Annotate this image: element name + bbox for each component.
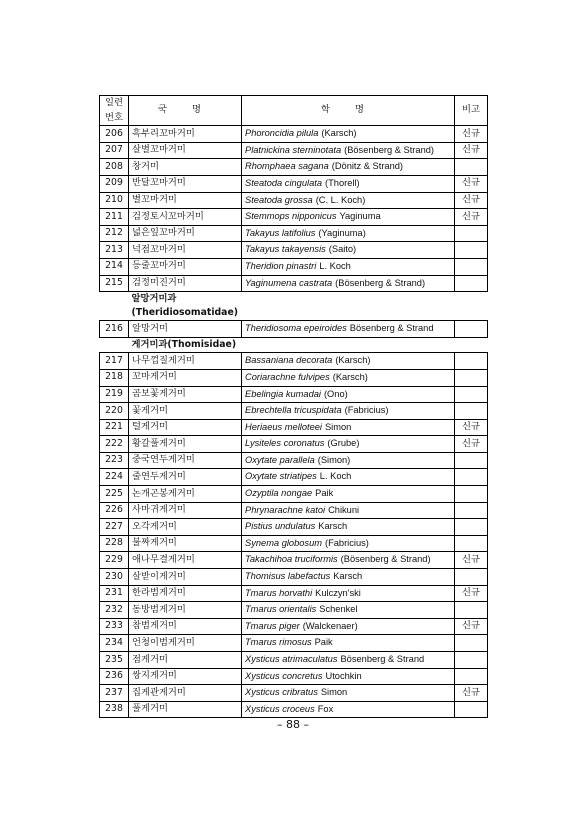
korean-name: 꼬마게거미 [129, 369, 242, 386]
species-binomial: Tmarus piger [245, 620, 300, 631]
species-author: Paik [315, 488, 334, 499]
header-serial-number-label: 일련 번호 [105, 97, 123, 123]
species-table [99, 95, 488, 718]
species-author: (C. L. Koch) [315, 194, 366, 205]
table-row [100, 403, 488, 420]
table-row [100, 159, 488, 176]
species-author: (Karsch) [321, 128, 357, 139]
korean-name: 사마귀게거미 [129, 502, 242, 519]
note [455, 225, 488, 242]
scientific-name [242, 242, 455, 259]
note [455, 275, 488, 292]
korean-name: 중국연두게거미 [129, 452, 242, 469]
note: 신규 [455, 618, 488, 635]
scientific-name [242, 552, 455, 569]
note [455, 386, 488, 403]
serial-number: 223 [100, 452, 129, 469]
scientific-name [242, 486, 455, 503]
species-author: Simon [324, 421, 352, 432]
header-note: 비고 [455, 96, 488, 126]
species-binomial: Tmarus orientalis [245, 604, 317, 615]
serial-number: 208 [100, 159, 129, 176]
species-binomial: Stemmops nipponicus [245, 211, 337, 222]
table-row [100, 635, 488, 652]
korean-name: 나무껍질게거미 [129, 353, 242, 370]
scientific-name [242, 258, 455, 275]
species-author: Bösenberg & Strand [349, 323, 434, 334]
species-binomial: Xysticus cribratus [245, 687, 318, 698]
header-scientific-name: 학 명 [242, 96, 455, 126]
table-row [100, 258, 488, 275]
serial-number: 225 [100, 486, 129, 503]
species-binomial: Phoroncidia pilula [245, 128, 319, 139]
scientific-name [242, 126, 455, 143]
table-row [100, 386, 488, 403]
species-binomial: Xysticus croceus [245, 703, 315, 714]
species-binomial: Lysiteles coronatus [245, 438, 325, 449]
table-row [100, 419, 488, 436]
species-author: (Fabricius) [324, 537, 369, 548]
note: 신규 [455, 552, 488, 569]
serial-number: 236 [100, 668, 129, 685]
table-row [100, 535, 488, 552]
family-row-theridiosomatidae [100, 292, 488, 321]
korean-name: 줄연두게거미 [129, 469, 242, 486]
table-row [100, 486, 488, 503]
serial-number: 214 [100, 258, 129, 275]
note: 신규 [455, 585, 488, 602]
table-row [100, 209, 488, 226]
korean-name: 언청이범게거미 [129, 635, 242, 652]
scientific-name [242, 519, 455, 536]
note [455, 668, 488, 685]
species-binomial: Rhomphaea sagana [245, 161, 329, 172]
table-row [100, 569, 488, 586]
species-binomial: Pistius undulatus [245, 521, 316, 532]
serial-number: 234 [100, 635, 129, 652]
note: 신규 [455, 142, 488, 159]
species-author: Karsch [318, 521, 348, 532]
table-row [100, 192, 488, 209]
species-author: (Fabricius) [344, 405, 389, 416]
note [455, 519, 488, 536]
scientific-name [242, 225, 455, 242]
note [455, 701, 488, 718]
korean-name: 쌍지게거미 [129, 668, 242, 685]
species-binomial: Oxytate striatipes [245, 471, 317, 482]
table-row [100, 685, 488, 702]
species-author: Karsch [333, 571, 363, 582]
korean-name: 검정토시꼬마거미 [129, 209, 242, 226]
scientific-name [242, 685, 455, 702]
header-korean-name: 국 명 [129, 96, 242, 126]
note: 신규 [455, 419, 488, 436]
korean-name: 반달꼬마거미 [129, 175, 242, 192]
species-binomial: Takachihoa truciformis [245, 554, 338, 565]
scientific-name [242, 369, 455, 386]
note: 신규 [455, 685, 488, 702]
table-row [100, 602, 488, 619]
korean-name: 털게거미 [129, 419, 242, 436]
serial-number: 231 [100, 585, 129, 602]
serial-number: 226 [100, 502, 129, 519]
species-author: (Walckenaer) [302, 620, 358, 631]
scientific-name [242, 353, 455, 370]
species-author: (Ono) [323, 388, 348, 399]
species-author: L. Koch [319, 471, 352, 482]
korean-name: 풀게거미 [129, 701, 242, 718]
serial-number: 237 [100, 685, 129, 702]
family-korean-name: 알망거미과 [131, 293, 177, 305]
note [455, 535, 488, 552]
species-binomial: Xysticus concretus [245, 670, 323, 681]
serial-number: 211 [100, 209, 129, 226]
table-row [100, 321, 488, 338]
species-binomial: Tmarus rimosus [245, 637, 312, 648]
scientific-name [242, 602, 455, 619]
scientific-name [242, 469, 455, 486]
table-row [100, 175, 488, 192]
serial-number: 227 [100, 519, 129, 536]
table-header-row [100, 96, 488, 126]
note [455, 502, 488, 519]
table-row [100, 225, 488, 242]
serial-number: 213 [100, 242, 129, 259]
note [455, 353, 488, 370]
species-author: Paik [314, 637, 333, 648]
note [455, 159, 488, 176]
table-row [100, 652, 488, 669]
table-row [100, 701, 488, 718]
family-name: 게거미과(Thomisidae) [129, 337, 455, 353]
scientific-name [242, 403, 455, 420]
page-number: – 88 – [277, 718, 309, 731]
serial-number: 210 [100, 192, 129, 209]
scientific-name [242, 535, 455, 552]
scientific-name [242, 569, 455, 586]
table-row [100, 436, 488, 453]
scientific-name [242, 618, 455, 635]
serial-number: 217 [100, 353, 129, 370]
korean-name: 참범게거미 [129, 618, 242, 635]
species-author: (Bösenberg & Strand) [340, 554, 431, 565]
species-binomial: Steatoda cingulata [245, 177, 323, 188]
note [455, 635, 488, 652]
serial-number: 206 [100, 126, 129, 143]
serial-number: 220 [100, 403, 129, 420]
family-latin-name: (Theridiosomatidae) [131, 307, 239, 319]
note [455, 258, 488, 275]
species-author: Yaginuma [339, 211, 381, 222]
table-row [100, 369, 488, 386]
species-author: (Thorell) [325, 177, 360, 188]
note [455, 602, 488, 619]
species-binomial: Takayus takayensis [245, 244, 326, 255]
korean-name: 넉점꼬마거미 [129, 242, 242, 259]
species-author: Utochkin [325, 670, 362, 681]
korean-name: 알망거미 [129, 321, 242, 338]
species-author: Simon [320, 687, 348, 698]
species-binomial: Theridion pinastri [245, 260, 317, 271]
korean-name: 살별꼬마거미 [129, 142, 242, 159]
serial-number: 228 [100, 535, 129, 552]
note [455, 569, 488, 586]
species-binomial: Thomisus labefactus [245, 571, 331, 582]
note: 신규 [455, 209, 488, 226]
species-author: Schenkel [319, 604, 358, 615]
species-binomial: Synema globosum [245, 537, 322, 548]
scientific-name [242, 436, 455, 453]
korean-name: 애나무결게거미 [129, 552, 242, 569]
species-binomial: Ebrechtella tricuspidata [245, 405, 342, 416]
note [455, 403, 488, 420]
table-row [100, 668, 488, 685]
table-row [100, 275, 488, 292]
scientific-name [242, 701, 455, 718]
table-row [100, 469, 488, 486]
serial-number: 219 [100, 386, 129, 403]
species-binomial: Heriaeus melloteei [245, 421, 322, 432]
scientific-name [242, 452, 455, 469]
species-author: Bösenberg & Strand [340, 654, 425, 664]
species-author: (Karsch) [332, 371, 368, 382]
note [455, 369, 488, 386]
korean-name: 창거미 [129, 159, 242, 176]
family-row-thomisidae [100, 337, 488, 353]
species-binomial: Bassaniana decorata [245, 355, 333, 366]
serial-number: 212 [100, 225, 129, 242]
note: 신규 [455, 192, 488, 209]
species-binomial: Coriarachne fulvipes [245, 371, 330, 382]
species-author: (Karsch) [335, 355, 371, 366]
species-binomial: Yaginumena castrata [245, 277, 333, 288]
serial-number: 218 [100, 369, 129, 386]
scientific-name [242, 668, 455, 685]
note [455, 242, 488, 259]
species-author: (Simon) [317, 454, 351, 465]
table-row [100, 353, 488, 370]
family-name [129, 292, 455, 321]
note [455, 321, 488, 338]
table-row [100, 552, 488, 569]
serial-number: 216 [100, 321, 129, 338]
scientific-name [242, 209, 455, 226]
korean-name: 곰보꽃게거미 [129, 386, 242, 403]
species-binomial: Takayus latifolius [245, 227, 316, 238]
species-author: (Saito) [328, 244, 357, 255]
note [455, 452, 488, 469]
serial-number: 215 [100, 275, 129, 292]
serial-number: 235 [100, 652, 129, 669]
header-serial-number [100, 96, 129, 126]
scientific-name [242, 652, 455, 669]
scientific-name [242, 419, 455, 436]
serial-number: 233 [100, 618, 129, 635]
table-row [100, 452, 488, 469]
note: 신규 [455, 126, 488, 143]
scientific-name [242, 386, 455, 403]
serial-number: 230 [100, 569, 129, 586]
table-row [100, 142, 488, 159]
species-binomial: Tmarus horvathi [245, 587, 313, 598]
korean-name: 논개곤봉게거미 [129, 486, 242, 503]
korean-name: 검정미진거미 [129, 275, 242, 292]
korean-name: 한라범게거미 [129, 585, 242, 602]
korean-name: 등줄꼬마거미 [129, 258, 242, 275]
species-author: Kulczyn'ski [315, 587, 361, 598]
scientific-name [242, 142, 455, 159]
scientific-name [242, 175, 455, 192]
serial-number: 238 [100, 701, 129, 718]
species-binomial: Ozyptila nongae [245, 488, 313, 499]
species-binomial: Steatoda grossa [245, 194, 313, 205]
korean-name: 동방범게거미 [129, 602, 242, 619]
species-author: (Dönitz & Strand) [331, 161, 404, 172]
note: 신규 [455, 436, 488, 453]
species-author: L. Koch [319, 260, 351, 271]
scientific-name [242, 635, 455, 652]
species-binomial: Ebelingia kumadai [245, 388, 321, 399]
species-binomial: Theridiosoma epeiroides [245, 323, 347, 334]
species-author: (Bösenberg & Strand) [335, 277, 426, 288]
note [455, 486, 488, 503]
table-row [100, 502, 488, 519]
scientific-name [242, 585, 455, 602]
species-author: Fox [317, 703, 334, 714]
korean-name: 불짜게거미 [129, 535, 242, 552]
species-author: (Grube) [327, 438, 360, 449]
scientific-name [242, 275, 455, 292]
serial-number: 221 [100, 419, 129, 436]
korean-name: 넓은잎꼬마거미 [129, 225, 242, 242]
serial-number: 209 [100, 175, 129, 192]
korean-name: 살받이게거미 [129, 569, 242, 586]
korean-name: 흑부리꼬마거미 [129, 126, 242, 143]
species-binomial: Platnickina sterninotata [245, 144, 342, 155]
note: 신규 [455, 175, 488, 192]
korean-name: 오각게거미 [129, 519, 242, 536]
korean-name: 별꼬마거미 [129, 192, 242, 209]
species-binomial: Oxytate parallela [245, 454, 315, 465]
note [455, 652, 488, 669]
scientific-name [242, 502, 455, 519]
table-row [100, 242, 488, 259]
species-author: (Bösenberg & Strand) [344, 144, 435, 155]
note [455, 469, 488, 486]
table-row [100, 519, 488, 536]
species-author: (Yaginuma) [318, 227, 366, 238]
species-author: Chikuni [328, 504, 360, 515]
korean-name: 점게거미 [129, 652, 242, 669]
korean-name: 집게관게거미 [129, 685, 242, 702]
serial-number: 229 [100, 552, 129, 569]
scientific-name [242, 159, 455, 176]
korean-name: 황갈풀게거미 [129, 436, 242, 453]
species-binomial: Phrynarachne katoi [245, 504, 326, 515]
serial-number: 207 [100, 142, 129, 159]
serial-number: 232 [100, 602, 129, 619]
scientific-name [242, 192, 455, 209]
table-row [100, 126, 488, 143]
serial-number: 222 [100, 436, 129, 453]
scientific-name [242, 321, 455, 338]
table-row [100, 618, 488, 635]
species-binomial: Xysticus atrimaculatus [245, 654, 338, 664]
korean-name: 꽃게거미 [129, 403, 242, 420]
table-row [100, 585, 488, 602]
serial-number: 224 [100, 469, 129, 486]
